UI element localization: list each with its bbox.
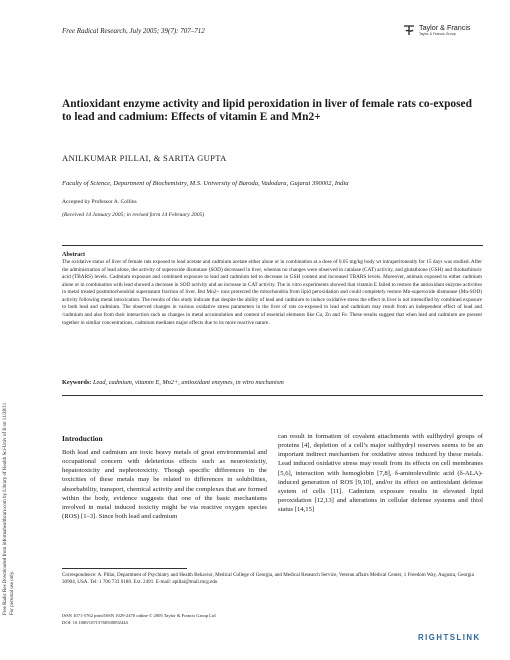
doi-line: DOI: 10.1080/10715760500092444 [62,620,128,625]
keywords-text: Lead, cadmium, vitamin E, Mn2+, antioxidant enzymes, in vitro mechanism [92,379,284,386]
introduction-heading: Introduction [62,434,103,443]
taylor-francis-icon [402,23,416,37]
abstract-heading: Abstract [62,251,86,258]
side-note-line-2: For personal use only. [10,570,15,615]
introduction-right-column: can result in formation of covalent attachments with sulfhydryl groups of proteins [4], depletion of a cell’s major sulfhydryl reserves seems to be an important indirect mechanism for oxidative stress induced by these metals. Lead induced oxidative stress may result from its effects on cell membranes [5,6], interaction with hemoglobin [7,8], δ-aminolevulinic acid (δ-ALA)-induced generation of ROS [9,10], and/or its effect on antioxidant defense system of cells [11]. Cadmium exposure results in elevated lipid peroxidation [12,13] and alterations in cellular defense systems and thiol status [14,15] [278,433,483,514]
keywords-label: Keywords: [62,379,92,386]
publisher-name: Taylor & Francis [419,23,471,32]
side-note-line-1: Free Radic Res Downloaded from informahealthcare.com by Library of Health Sci-Univ of Il on 11/28/11 [3,402,8,615]
abstract-top-rule [62,245,483,246]
abstract-text: The oxidative status of liver of female rats exposed to lead acetate and cadmium acetate either alone or in combination at a dose of 0.05 mg/kg body wt intraperitoneally for 15 days was studied. After the administration of lead alone, the activity of superoxide dismutase (SOD) decreased in liver, whereas no changes were observed in catalase (CAT) activity, and glutathione (GSH) and thiobarbituric acid (TBARS) levels. Cadmium exposure and combined exposure to lead and cadmium led to decrease in GSH content and increased TBARS levels. Moreover, animals exposed to either cadmium alone or in combination with lead showed a decrease in SOD activity and an increase in CAT activity. The in vitro experiments showed that vitamin E failed to restore the antioxidant enzyme activities in metal treated postmitochondrial supernatant fraction of liver. But Mn2+ ions protected the mitochondria from lipid peroxidation and could completely restore Mn-superoxide dismutase (Mn-SOD) activity following metal intoxication. The results of this study indicate that despite the ability of lead and cadmium to induce oxidative stress the effect in liver is not intensified by combined exposure to both lead and cadmium. The observed changes in various oxidative stress parameters in the liver of rats co-exposed to lead and cadmium may result from an independent effect of lead and /cadmium and also from their interaction such as changes in metal accumulation and content of essential elements like Cu, Zn and Fe. These results suggest that when lead and cadmium are present together in similar concentrations, cadmium mediates major effects due to its more reactive nature. [62,259,482,326]
download-side-note [3,195,25,615]
accepted-by: Accepted by Professor A. Collins [62,199,137,205]
journal-citation: Free Radical Research, July 2005; 39(7): 707–712 [62,27,205,35]
article-authors: ANILKUMAR PILLAI, & SARITA GUPTA [62,153,227,163]
issn-line: ISSN 1071-5762 print/ISSN 1029-2470 online © 2005 Taylor & Francis Group Ltd [62,613,216,618]
article-title: Antioxidant enzyme activity and lipid peroxidation in liver of female rats co-exposed to lead and cadmium: Effects of vitamin E and Mn2+ [62,98,472,123]
received-dates: (Received 14 January 2005; in revised form 14 February 2005) [62,212,205,218]
abstract-bottom-rule [62,395,483,396]
correspondence-footnote: Correspondence: A. Pillai, Department of Psychiatry and Health Behavior, Medical College of Georgia, and Medical Research Service, Veteran affairs Medical Center, 1 Freedom Way, Augusta, Georgia 30904, USA. Tel: 1 706 733 0188. Ext. 2491. E-mail: apillai@mail.mcg.edu [62,572,474,585]
keywords [62,379,482,386]
author-affiliation: Faculty of Science, Department of Biochemistry, M.S. University of Baroda, Vadodara, Gujarat 390002, India [62,180,349,187]
publisher-subname: Taylor & Francis Group [419,32,456,36]
rightslink-badge[interactable]: RIGHTSLINK [418,633,481,642]
introduction-left-column: Both lead and cadmium are toxic heavy metals of great environmental and occupational concern with deleterious effects such as neurotoxicity, hepatotoxicity and nephrotoxicity. Though specific differences in the toxicities of these metals may be related to differences in solubilities, absorbability, transport, chemical activity and the complexes that are formed within the body, evidence suggests that one of the basic mechanisms involved in metal induced toxicity might be via reactive oxygen species (ROS) [1–3]. Since both lead and cadmium [62,449,267,521]
publisher-logo [402,21,494,41]
footnote-rule [62,568,187,569]
publication-info [62,612,216,626]
